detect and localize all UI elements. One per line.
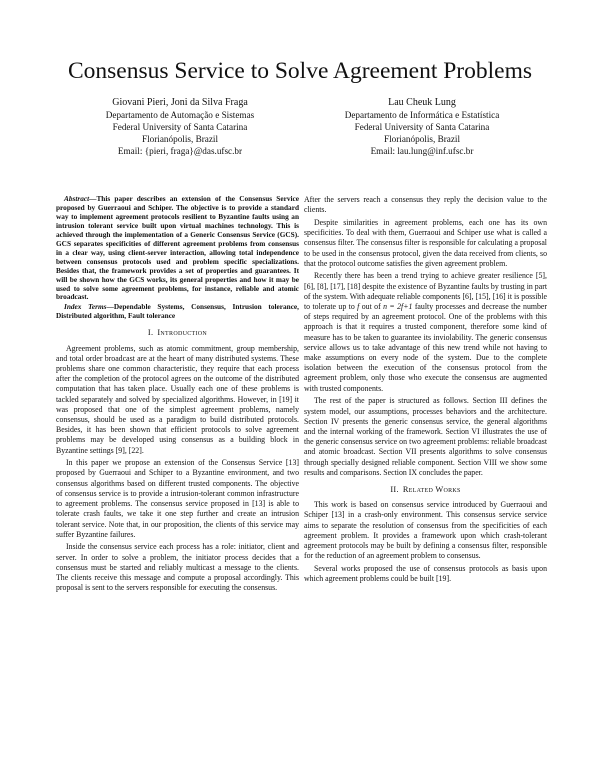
abstract — [56, 195, 299, 302]
left-column — [56, 195, 299, 596]
abstract-label: Abstract — [64, 194, 90, 203]
paper-title: Consensus Service to Solve Agreement Problems — [67, 58, 533, 84]
body-paragraph: Despite similarities in agreement problems, each one has its own specificities. To deal with them, Guerraoui and Schiper use what is called a consensus filter. The consensus filter is responsible for calculating a proposal to be used in the consensus protocol, given the data received from clients, so that the protocol outcome satisfies the given agreement problem. — [304, 217, 547, 268]
author-names: Giovani Pieri, Joni da Silva Fraga — [112, 97, 248, 108]
section-title: Related Works — [402, 484, 461, 494]
section-number: II. — [390, 484, 399, 494]
author-email: Email: lau.lung@inf.ufsc.br — [370, 145, 474, 156]
author-city: Florianópolis, Brazil — [141, 133, 219, 144]
intro-paragraph: In this paper we propose an extension of the Consensus Service [13] proposed by Guerraoui and Schiper to a Byzantine environment, and two consensus algorithms based on different trusted components. The objective of consensus service is to provide a intrusion-tolerant common infrastructure to agreement problems. The consensus service proposed in [13] is able to tolerate crash faults, we take it one step further and create an intrusion tolerant service. Note that, in our proposition, the clients of this service may suffer Byzantine failures. — [56, 458, 299, 539]
math-formula: n = 2f+1 — [383, 302, 413, 312]
author-names: Lau Cheuk Lung — [388, 97, 456, 108]
math-f: f — [357, 302, 360, 312]
section-title: Introduction — [157, 328, 208, 338]
section-heading-related-works — [304, 485, 547, 495]
section-heading-introduction — [56, 328, 299, 338]
author-block-1 — [60, 97, 300, 158]
author-department: Departamento de Informática e Estatística — [344, 109, 500, 120]
recent-text-after: faulty processes and decrease the number of steps required by an agreement protocol. One of the problems with this approach is that it requires a trusted component, therefore some kind of measure has to be taken to guarantee its inviolability. The generic consensus service allows us to take advantage of this new trend while not having to make assumptions on every node of the system. Due to the complete isolation between the execution of the consensus protocol from the agreement problem, only those who execute the consensus are augmented with trusted components. — [304, 302, 548, 393]
abstract-text: —This paper describes an extension of the Consensus Service proposed by Guerraoui and Schiper. The objective is to provide a standard way to implement agreement protocols resilient to Byzantine faults using an intrusion tolerant service built upon virtual machines technology. This is achieved through the implementation of a Generic Consensus Service (GCS). GCS separates specificities of different agreement problems from consensus in a clear way, using client-server interaction, allowing total independence between consensus protocols used and problem specific specializations. Besides that, the framework provides a set of properties and guarantees. It will be shown how the GCS works, its general properties and how it may be used to solve some agreement problems, for instance, reliable and atomic broadcast. — [56, 194, 299, 302]
intro-paragraph: Inside the consensus service each process has a role: initiator, client and server. In order to solve a problem, the initiator process decides that a consensus must be started and reliably multicast a message to the clients. The clients receive this message and compute a proposal accordingly. This proposal is sent to the servers responsible for executing the consensus. — [56, 542, 299, 593]
index-terms — [56, 303, 299, 321]
intro-paragraph: Agreement problems, such as atomic commitment, group membership, and total order broadcast are at the heart of many distributed systems. These problems share one common characteristic, they require that each process after the completion of the protocol agrees on the outcome of the distributed computation that has taken place. Usually each one of these problems is tackled separately and solved by specialized algorithms. However, in [19] it was proposed that one of the simplest agreement problems, namely consensus, should be used as a paradigm to build distributed protocols. Besides, it has been shown that efficient protocols to solve agreement problems may be developed using consensus as a building block in Byzantine settings [9], [22]. — [56, 343, 299, 455]
author-email: Email: {pieri, fraga}@das.ufsc.br — [117, 145, 243, 156]
index-terms-text: —Dependable Systems, Consensus, Intrusion tolerance, Distributed algorithm, Fault tolerance — [56, 302, 299, 321]
author-university: Federal University of Santa Catarina — [354, 121, 490, 132]
index-terms-label: Index Terms — [64, 302, 107, 312]
author-department: Departamento de Automação e Sistemas — [105, 109, 255, 120]
body-paragraph-recent — [304, 271, 547, 393]
recent-text-middle: out of — [359, 302, 384, 312]
body-paragraph: The rest of the paper is structured as follows. Section III defines the system model, our assumptions, processes behaviors and the architecture. Section IV presents the generic consensus service, the general algorithms and the internal working of the framework. Section VI illustrates the use of the generic consensus service on two agreement problems: reliable broadcast and atomic broadcast. Section VII presents algorithms to solve consensus through specially designed reliable component. Section VIII we show some results and comparisons. Section IX concludes the paper. — [304, 396, 547, 477]
author-university: Federal University of Santa Catarina — [112, 121, 248, 132]
author-block-2 — [302, 97, 542, 158]
section-number: I. — [147, 328, 154, 338]
related-paragraph: This work is based on consensus service introduced by Guerraoui and Schiper [13] in a crash-only environment. This consensus service service aims to separate the resolution of consensus from the specificities of each agreement problem. It provides a framework upon which crash-tolerant agreement protocols may be built by defining a consensus filter, responsible for the reduction of an agreement problem to consensus. — [304, 500, 547, 561]
continued-paragraph: After the servers reach a consensus they reply the decision value to the clients. — [304, 195, 547, 215]
right-column — [304, 195, 547, 587]
recent-text-before: Recently there has been a trend trying to achieve greater resilience [5], [6], [8], [17], [18] despite the existence of Byzantine faults by trusting in part of the system. With adequate reliable components [6], [15], [16] it is possible to tolerate up to — [304, 271, 547, 312]
related-paragraph: Several works proposed the use of consensus protocols as basis upon which agreement problems could be built [19]. — [304, 563, 547, 584]
author-city: Florianópolis, Brazil — [383, 133, 461, 144]
